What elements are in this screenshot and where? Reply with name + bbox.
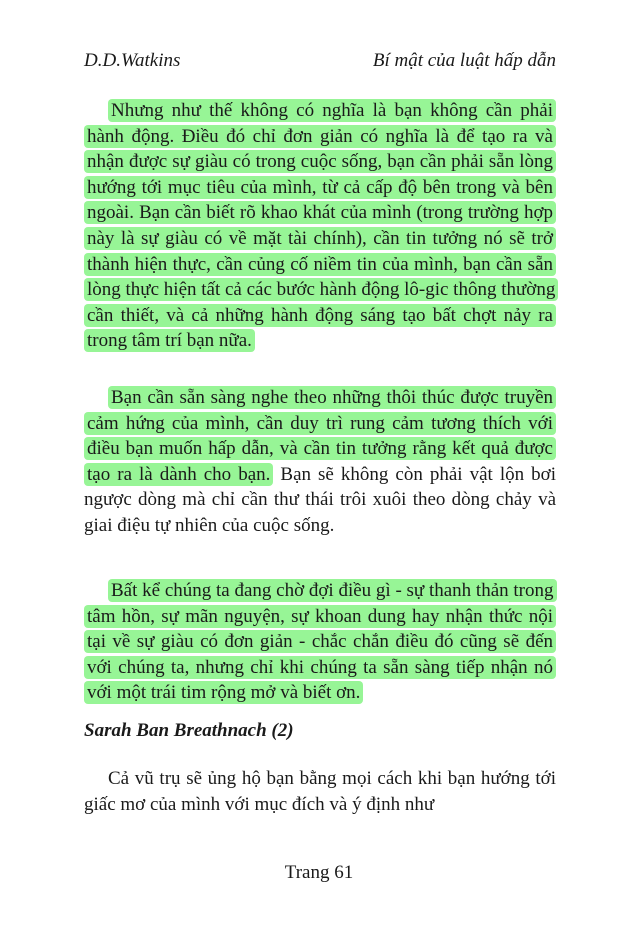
- page-header: [84, 50, 556, 76]
- paragraph-1: [84, 98, 556, 354]
- page-number: Trang 61: [284, 862, 354, 883]
- paragraph-2: [84, 385, 556, 539]
- book-title: Bí mật của luật hấp dẫn: [372, 50, 556, 71]
- paragraph-4: Cả vũ trụ sẽ ủng hộ bạn bằng mọi cách khi bạn hướng tới giấc mơ của mình với mục đích và ý định như: [84, 768, 556, 815]
- highlight-paragraph-2: Bạn cần sẵn sàng nghe theo những thôi thúc được truyền cảm hứng của mình, cần duy trì rung cảm tương thích với điều bạn muốn hấp dẫn, và cần tin tưởng rằng kết quả được tạo ra là dành cho bạn.: [84, 386, 556, 486]
- highlight-paragraph-1: Nhưng như thế không có nghĩa là bạn không cần phải hành động. Điều đó chỉ đơn giản có nghĩa là để tạo ra và nhận được sự giàu có trong cuộc sống, bạn cần phải sẵn lòng hướng tới mục tiêu của mình, từ cả cấp độ bên trong và bên ngoài. Bạn cần biết rõ khao khát của mình (trong trường hợp này là sự giàu có về mặt tài chính), cần tin tưởng nó sẽ trở thành hiện thực, cần củng cố niềm tin của mình, bạn cần sẵn lòng thực hiện tất cả các bước hành động lô-gic thông thường cần thiết, và cả những hành động sáng tạo bất chợt nảy ra trong tâm trí bạn nữa.: [84, 99, 558, 352]
- quote-attribution: Sarah Ban Breathnach (2): [84, 720, 294, 741]
- highlight-paragraph-3: Bất kể chúng ta đang chờ đợi điều gì - sự thanh thản trong tâm hồn, sự mãn nguyện, sự khoan dung hay nhận thức nội tại về sự giàu có đơn giản - chắc chắn điều đó cũng sẽ đến với chúng ta, nhưng chỉ khi chúng ta sẵn sàng tiếp nhận nó với một trái tim rộng mở và biết ơn.: [84, 579, 557, 704]
- paragraph-3: [84, 578, 556, 706]
- author-name: D.D.Watkins: [84, 50, 181, 71]
- paragraph-2-rest: Bạn sẽ không còn phải vật lộn bơi ngược dòng mà chỉ cần thư thái trôi xuôi theo dòng chảy và giai điệu tự nhiên của cuộc sống.: [84, 463, 556, 536]
